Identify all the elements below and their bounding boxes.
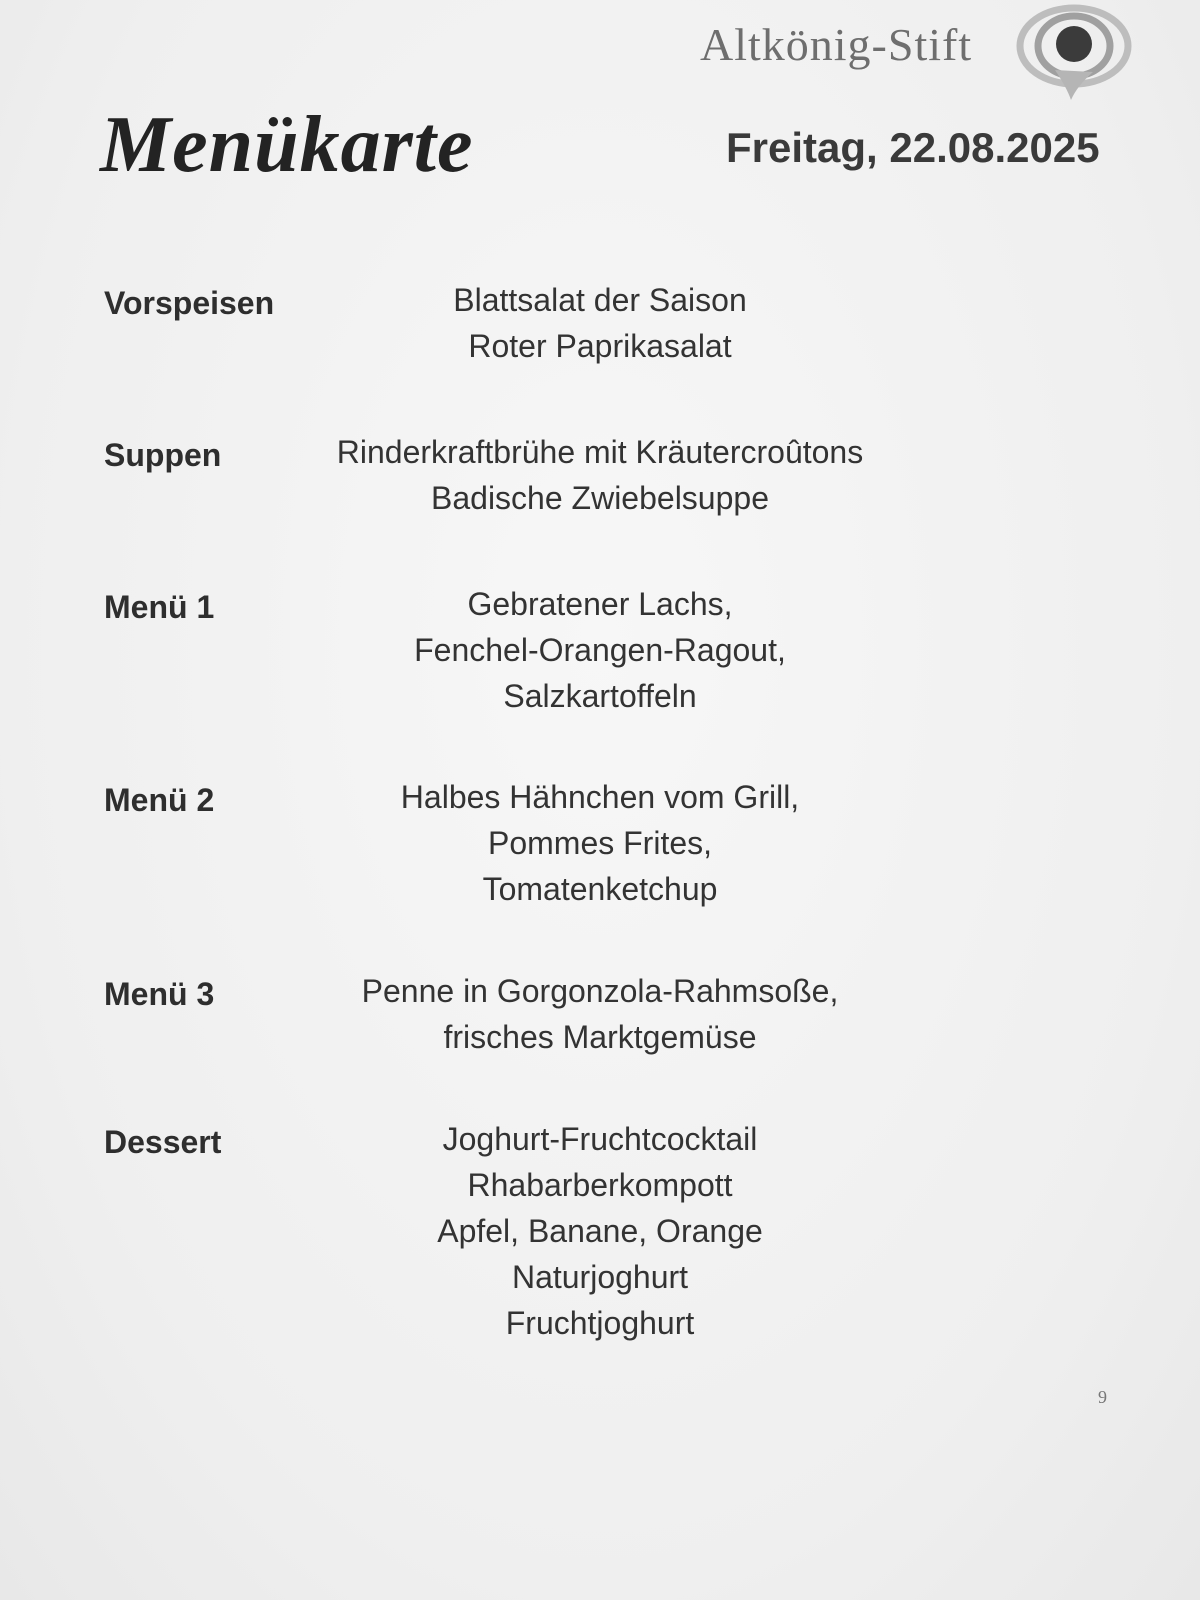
menu-item: Salzkartoffeln — [503, 678, 697, 714]
section-label: Vorspeisen — [104, 285, 275, 321]
section-label: Menü 1 — [104, 589, 215, 625]
page-number: 9 — [1098, 1387, 1107, 1407]
menu-item: Pommes Frites, — [487, 825, 713, 861]
menu-item: Rinderkraftbrühe mit Kräutercroûtons — [336, 434, 864, 470]
menu-item: Roter Paprikasalat — [468, 328, 732, 364]
section-items — [300, 429, 900, 521]
menu-item: Gebratener Lachs, — [467, 586, 733, 622]
menu-item: Joghurt-Fruchtcocktail — [442, 1121, 758, 1157]
menu-item: Fenchel-Orangen-Ragout, — [414, 632, 786, 668]
menu-item: Rhabarberkompott — [467, 1167, 733, 1203]
section-label: Menü 3 — [104, 976, 215, 1012]
section-label: Menü 2 — [104, 782, 215, 818]
section-items — [300, 774, 900, 912]
menu-item: Penne in Gorgonzola-Rahmsoße, — [361, 973, 839, 1009]
menu-item: Tomatenketchup — [482, 871, 718, 907]
menu-item: Fruchtjoghurt — [505, 1305, 695, 1341]
menu-item: Halbes Hähnchen vom Grill, — [400, 779, 800, 815]
menu-item: Apfel, Banane, Orange — [437, 1213, 763, 1249]
menu-item: Blattsalat der Saison — [453, 282, 747, 318]
section-items — [300, 968, 900, 1060]
menu-item: Badische Zwiebelsuppe — [431, 480, 769, 516]
section-label: Suppen — [104, 437, 222, 473]
menu-item: Naturjoghurt — [511, 1259, 689, 1295]
section-items — [300, 1116, 900, 1346]
section-label: Dessert — [104, 1124, 222, 1160]
brand-name: Altkönig-Stift — [700, 19, 973, 70]
section-items — [300, 581, 900, 719]
menu-date: Freitag, 22.08.2025 — [726, 124, 1100, 171]
page-title: Menükarte — [100, 101, 474, 189]
altkoenig-stift-logo-icon — [1015, 0, 1133, 104]
menu-item: frisches Marktgemüse — [443, 1019, 757, 1055]
section-items — [300, 277, 900, 369]
